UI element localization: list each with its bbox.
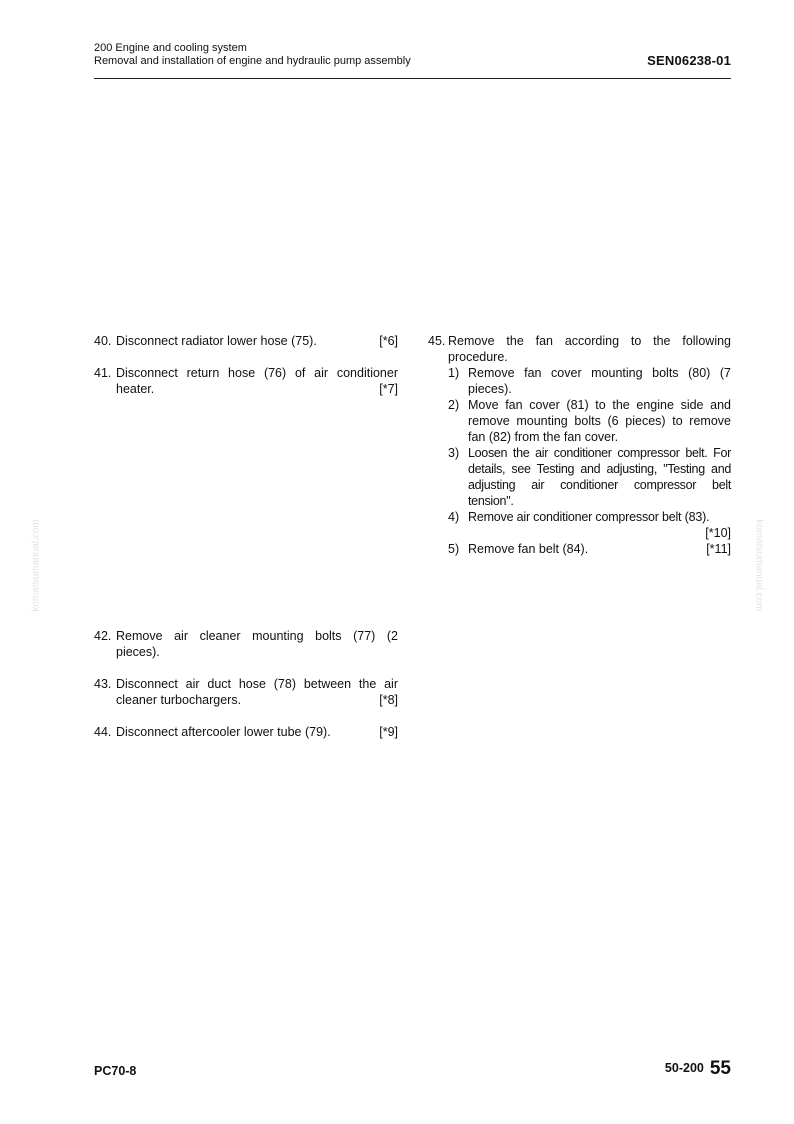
step-text	[116, 628, 398, 660]
step-number: 45.	[428, 334, 446, 348]
step-44	[94, 724, 398, 740]
step-41	[94, 365, 398, 397]
substep-text	[468, 445, 731, 509]
substep-2	[448, 397, 731, 445]
step-text	[116, 365, 398, 397]
watermark-left: komatsumanual.com	[30, 519, 42, 612]
substep-1	[448, 365, 731, 397]
step-text: Disconnect aftercooler lower tube (79).	[116, 725, 331, 739]
substep-text-line: fan (82) from the fan cover.	[468, 430, 619, 444]
substep-4	[448, 509, 731, 541]
step-number: 43.	[94, 677, 112, 691]
step-reference: [*7]	[379, 382, 398, 396]
substep-text-line: Remove air conditioner compressor belt (83).	[468, 510, 710, 524]
step-text	[116, 676, 398, 708]
step-text-line: Remove the fan according to the following	[448, 334, 731, 348]
step-text-line: Disconnect return hose (76) of air conditioner	[116, 366, 398, 380]
step-text-line: pieces).	[116, 645, 160, 659]
page-header	[94, 42, 731, 79]
substep-number: 1)	[448, 366, 460, 380]
substep-number: 3)	[448, 446, 460, 460]
substep-text	[468, 509, 731, 525]
substep-3	[448, 445, 731, 509]
substep-5	[448, 541, 731, 557]
substep-number: 2)	[448, 398, 460, 412]
step-number: 42.	[94, 629, 112, 643]
footer-model: PC70-8	[94, 1064, 137, 1078]
watermark-right: komatsumanual.com	[753, 519, 765, 612]
substep-text	[468, 541, 731, 557]
document-code: SEN06238-01	[647, 53, 731, 68]
step-number: 41.	[94, 366, 112, 380]
step-45	[428, 333, 731, 365]
footer-page-number	[665, 1058, 731, 1080]
substep-text-line: Loosen the air conditioner compressor belt. For	[468, 446, 731, 460]
substep-reference: [*10]	[705, 526, 731, 540]
substep-number: 4)	[448, 510, 460, 524]
step-text-line: cleaner turbochargers.	[116, 693, 242, 707]
substep-number: 5)	[448, 542, 460, 556]
step-43	[94, 676, 398, 708]
step-reference: [*8]	[379, 693, 398, 707]
step-text: Disconnect radiator lower hose (75).	[116, 334, 317, 348]
step-40	[94, 333, 398, 349]
substep-text-line: Move fan cover (81) to the engine side and	[468, 398, 731, 412]
substep-text-line: adjusting air conditioner compressor belt	[468, 478, 731, 492]
step-42	[94, 628, 398, 660]
section-title-line1: 200 Engine and cooling system	[94, 42, 247, 54]
step-text	[448, 333, 731, 365]
footer-section-page: 50-200	[664, 1061, 704, 1075]
section-title-line2: Removal and installation of engine and hydraulic pump assembly	[94, 55, 411, 67]
substep-text-line: tension".	[468, 494, 514, 508]
substep-text	[468, 397, 731, 445]
step-number: 40.	[94, 334, 112, 348]
substep-reference: [*11]	[706, 542, 731, 556]
substep-text-line: details, see Testing and adjusting, "Testing and	[468, 462, 731, 476]
step-reference: [*9]	[379, 725, 398, 739]
step-text-line: procedure.	[448, 350, 508, 364]
step-text-line: heater.	[116, 382, 155, 396]
step-text-line: Disconnect air duct hose (78) between the air	[116, 677, 398, 691]
page-number: 55	[709, 1058, 731, 1079]
step-text-line: Remove air cleaner mounting bolts (77) (2	[116, 629, 398, 643]
substep-text-line: Remove fan cover mounting bolts (80) (7	[468, 366, 731, 380]
substep-text-line: Remove fan belt (84).	[468, 542, 589, 556]
substep-text	[468, 365, 731, 397]
substep-text-line: pieces).	[468, 382, 512, 396]
section-title	[94, 42, 411, 68]
substep-text-line: remove mounting bolts (6 pieces) to remove	[468, 414, 731, 428]
step-reference: [*6]	[379, 334, 398, 348]
step-number: 44.	[94, 725, 112, 739]
